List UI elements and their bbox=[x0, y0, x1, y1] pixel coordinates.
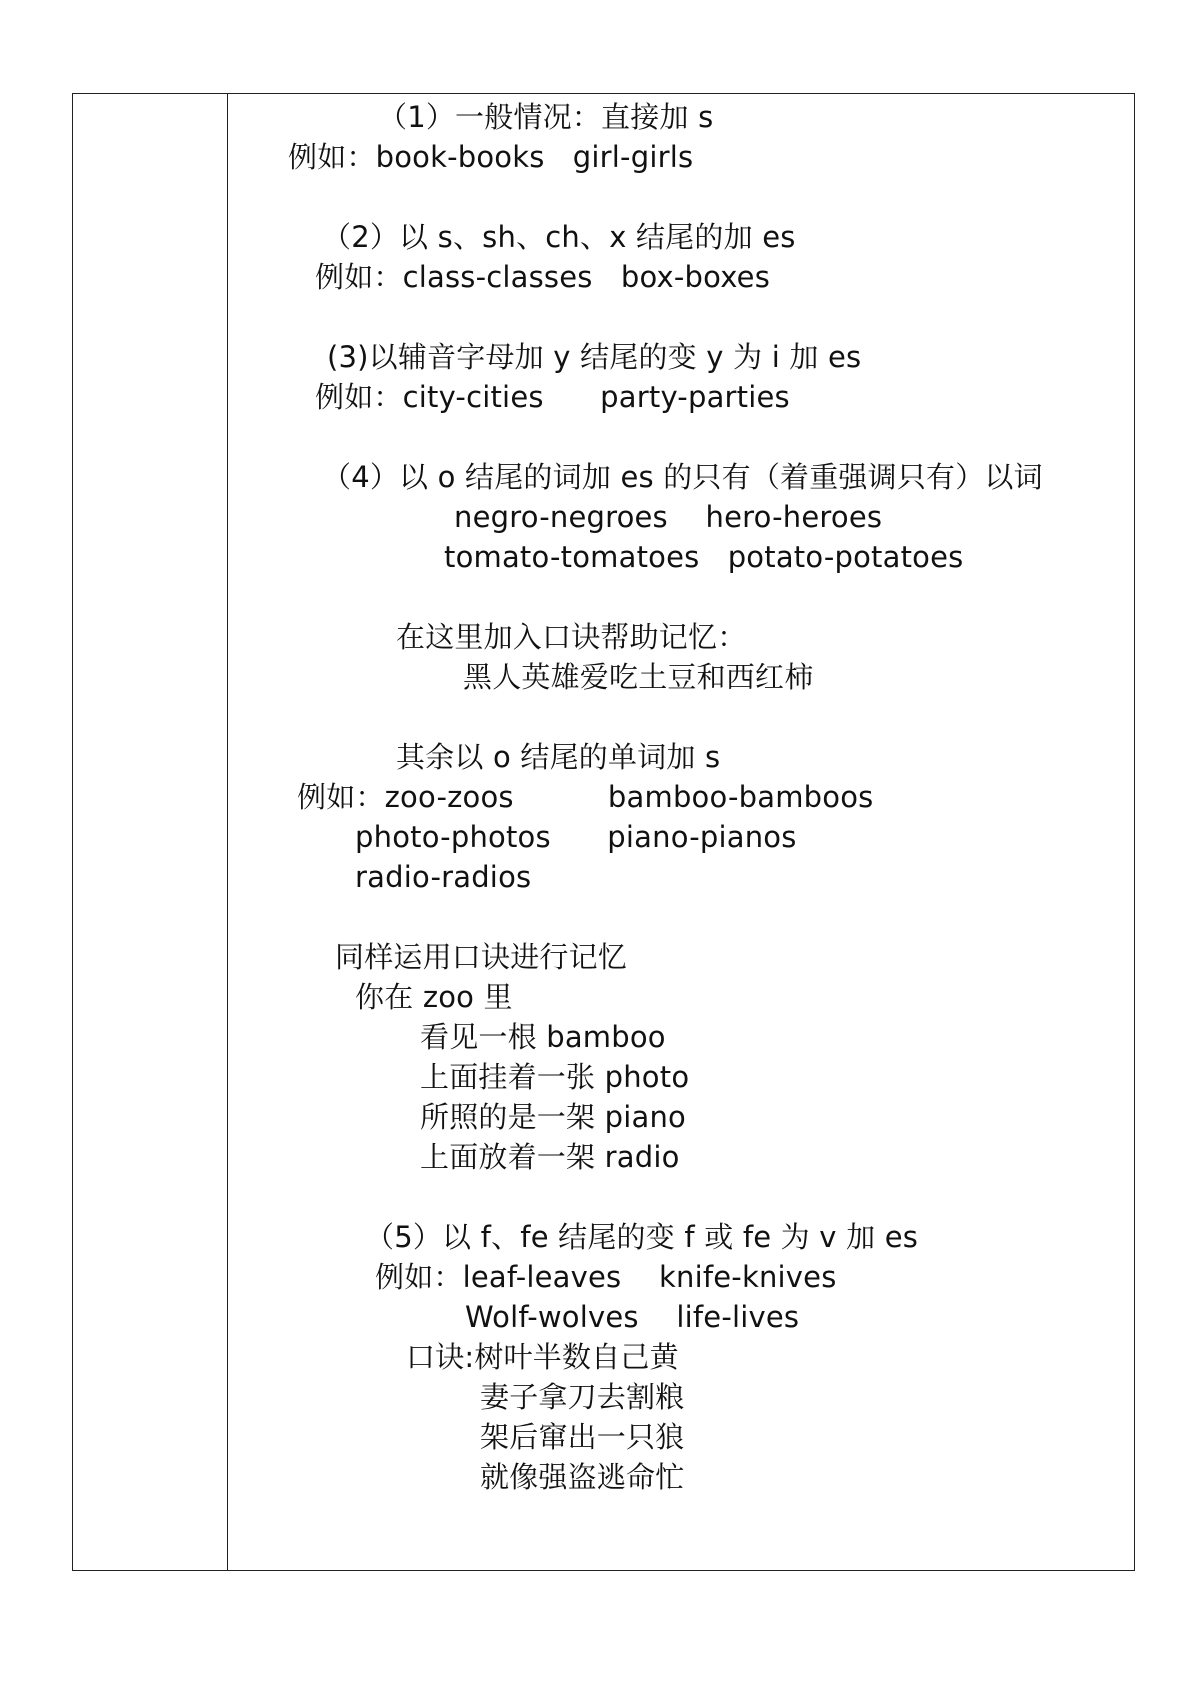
rule-5-mnemonic-3: 架后窜出一只狼 bbox=[480, 1420, 685, 1454]
mnemonic-2-line-1: 你在 zoo 里 bbox=[355, 980, 513, 1014]
rule-3-heading: (3)以辅音字母加 y 结尾的变 y 为 i 加 es bbox=[327, 340, 862, 374]
rule-4-example-2: tomato-tomatoes potato-potatoes bbox=[444, 540, 964, 574]
rule-4-example-1: negro-negroes hero-heroes bbox=[454, 500, 883, 534]
rule-1-example: 例如：book-books girl-girls bbox=[288, 140, 694, 174]
mnemonic-2-intro: 同样运用口诀进行记忆 bbox=[335, 940, 628, 974]
rule-5-example-1: 例如：leaf-leaves knife-knives bbox=[375, 1260, 837, 1294]
rule-4-others-example-1: 例如：zoo-zoos bamboo-bamboos bbox=[297, 780, 874, 814]
rule-5-mnemonic-2: 妻子拿刀去割粮 bbox=[480, 1380, 685, 1414]
rule-4-others-example-3: radio-radios bbox=[355, 860, 532, 894]
rule-5-mnemonic-4: 就像强盗逃命忙 bbox=[480, 1460, 685, 1494]
rule-5-mnemonic-1: 口诀:树叶半数自己黄 bbox=[406, 1340, 679, 1374]
rule-5-heading: （5）以 f、fe 结尾的变 f 或 fe 为 v 加 es bbox=[365, 1220, 919, 1254]
rule-2-heading: （2）以 s、sh、ch、x 结尾的加 es bbox=[322, 220, 796, 254]
rule-1-heading: （1）一般情况：直接加 s bbox=[378, 100, 714, 134]
rule-5-example-2: Wolf-wolves life-lives bbox=[465, 1300, 800, 1334]
rule-2-example: 例如：class-classes box-boxes bbox=[315, 260, 771, 294]
mnemonic-2-line-2: 看见一根 bamboo bbox=[420, 1020, 666, 1054]
mnemonic-line: 黑人英雄爱吃土豆和西红柿 bbox=[463, 660, 814, 694]
mnemonic-2-line-3: 上面挂着一张 photo bbox=[420, 1060, 690, 1094]
rule-4-heading: （4）以 o 结尾的词加 es 的只有（着重强调只有）以词 bbox=[322, 460, 1043, 494]
mnemonic-intro: 在这里加入口诀帮助记忆： bbox=[396, 620, 747, 654]
rule-3-example: 例如：city-cities party-parties bbox=[315, 380, 790, 414]
mnemonic-2-line-4: 所照的是一架 piano bbox=[420, 1100, 686, 1134]
rule-4-others-heading: 其余以 o 结尾的单词加 s bbox=[396, 740, 721, 774]
mnemonic-2-line-5: 上面放着一架 radio bbox=[420, 1140, 680, 1174]
rule-4-others-example-2: photo-photos piano-pianos bbox=[355, 820, 797, 854]
